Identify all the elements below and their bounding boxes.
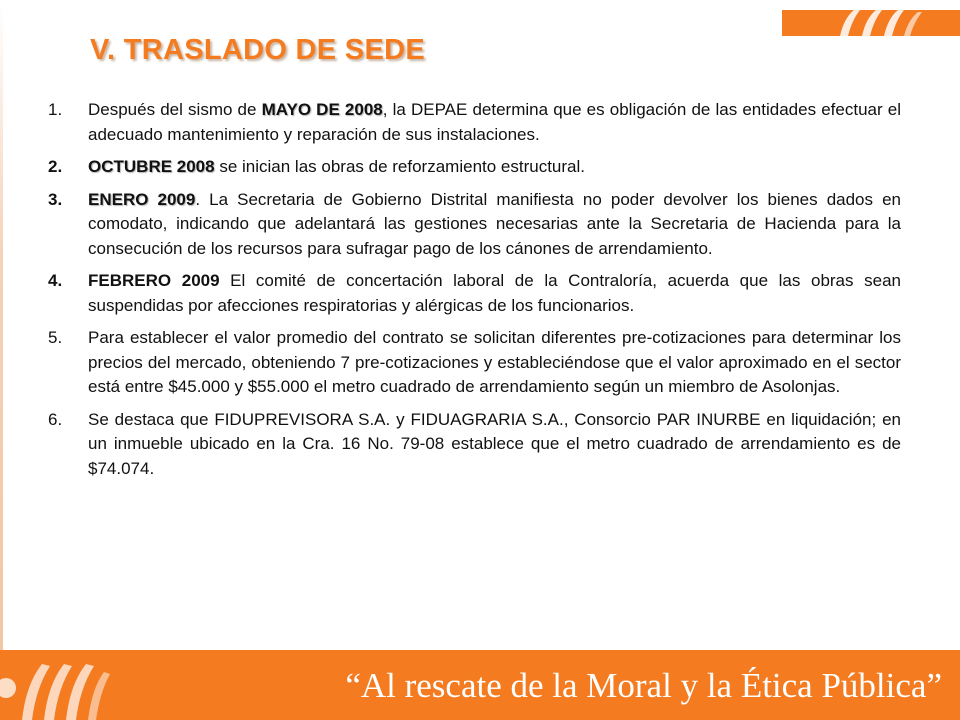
- date-highlight: OCTUBRE 2008: [88, 157, 215, 176]
- date-highlight: ENERO 2009: [88, 189, 196, 209]
- item-text-post: . La Secretaria de Gobierno Distrital manifiesta no poder devolver los bienes dados en comodato, indicando que adelantará las gestiones necesarias ante la Secretaria de Hacienda para la consecución de los recursos para sufragar pago de los cánones de arrendamiento.: [88, 189, 901, 258]
- item-text-post: El comité de concertación laboral de la Contraloría, acuerda que las obras sean suspendidas por afecciones respiratorias y alérgicas de los funcionarios.: [88, 271, 901, 315]
- item-number: 6.: [48, 409, 63, 429]
- footer-banner: [0, 650, 960, 720]
- footer-motto: “Al rescate de la Moral y la Ética Pública”: [345, 666, 942, 705]
- left-border-rule: [0, 0, 3, 650]
- item-number: 3.: [48, 189, 63, 209]
- item-text: [88, 269, 901, 318]
- top-stripes-icon: [782, 10, 960, 36]
- top-decoration-bar: [782, 10, 960, 36]
- item-text: [88, 98, 901, 147]
- date-highlight: FEBRERO 2009: [88, 271, 220, 290]
- item-number: 5.: [48, 328, 63, 347]
- item-number: 1.: [48, 100, 63, 119]
- list-item: [48, 98, 901, 147]
- content-list: [48, 98, 901, 489]
- slide-title: V. TRASLADO DE SEDE: [90, 34, 425, 66]
- item-number: 2.: [48, 157, 63, 176]
- item-text-post: se inician las obras de reforzamiento estructural.: [214, 157, 586, 176]
- item-text-post: , la DEPAE determina que es obligación de las entidades efectuar el adecuado mantenimiento y reparación de sus instalaciones.: [88, 100, 901, 144]
- list-item: [48, 269, 901, 318]
- item-text-pre: Después del sismo de: [88, 100, 262, 119]
- list-item: [48, 408, 901, 482]
- item-number: 4.: [48, 271, 63, 290]
- item-text: Se destaca que FIDUPREVISORA S.A. y FIDUAGRARIA S.A., Consorcio PAR INURBE en liquidación; en un inmueble ubicado en la Cra. 16 No. 79-08 establece que el metro cuadrado de arrendamiento es de $74.074.: [88, 409, 901, 478]
- item-text: [88, 188, 901, 262]
- item-text: Para establecer el valor promedio del contrato se solicitan diferentes pre-cotizaciones para determinar los precios del mercado, obteniendo 7 pre-cotizaciones y estableciéndose que el valor aproximado en el sector está entre $45.000 y $55.000 el metro cuadrado de arrendamiento según un miembro de Asolonjas.: [88, 328, 901, 396]
- list-item: [48, 155, 901, 180]
- date-highlight: MAYO DE 2008: [261, 100, 383, 119]
- arc-logo-icon: [0, 650, 130, 720]
- list-item: [48, 188, 901, 262]
- item-text: [88, 155, 901, 180]
- list-item: [48, 326, 901, 400]
